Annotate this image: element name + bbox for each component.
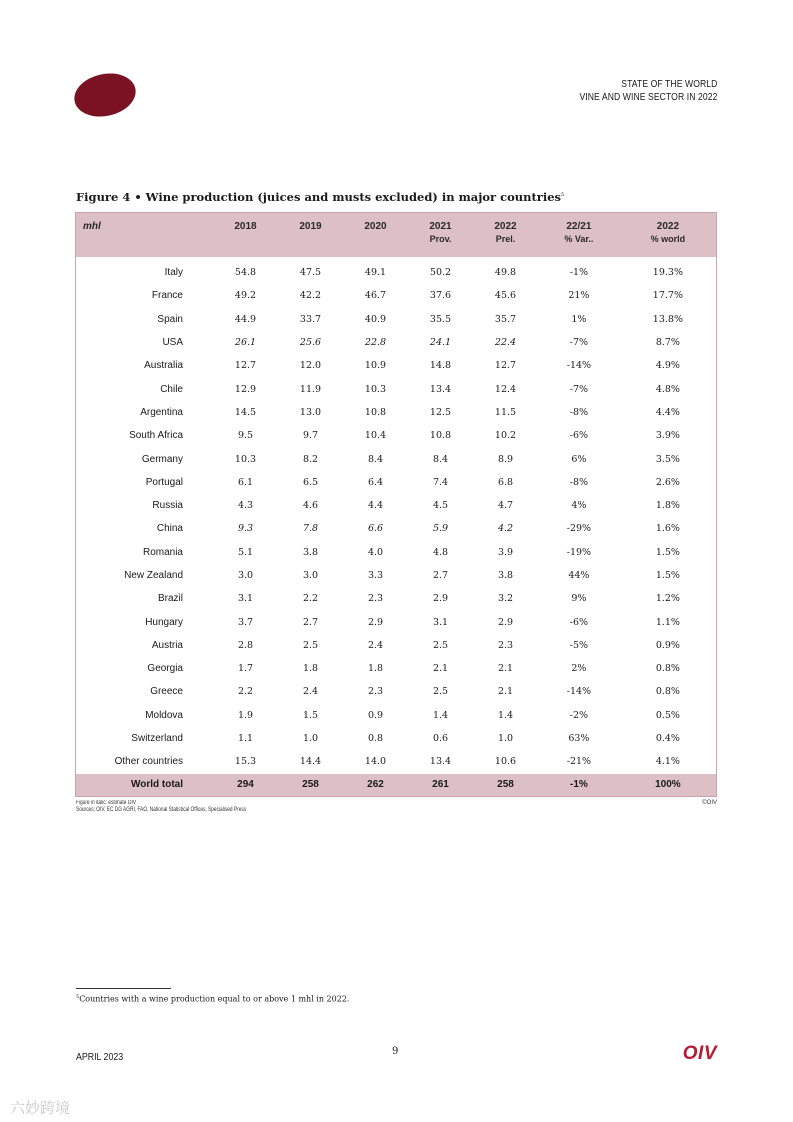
value-cell: 13.8%	[652, 313, 683, 325]
table-row	[76, 494, 717, 517]
value-cell: 8.4	[432, 453, 449, 465]
country-cell: Romania	[142, 546, 183, 558]
value-cell: 262	[343, 774, 408, 797]
value-cell: 6%	[571, 453, 587, 465]
value-cell: 13.0	[299, 406, 322, 418]
value-cell: 1.0	[497, 733, 514, 745]
column-header-sub: Prov.	[429, 234, 452, 244]
table-row	[76, 257, 717, 284]
value-cell: 0.8%	[655, 686, 680, 698]
value-cell: -21%	[566, 756, 592, 768]
value-cell: 3.7	[237, 616, 254, 628]
value-cell: -7%	[569, 337, 589, 349]
country-cell: Australia	[144, 360, 183, 372]
value-cell: 0.9%	[655, 639, 680, 651]
value-cell: 3.8	[497, 570, 514, 581]
value-cell: 1.4	[432, 709, 449, 721]
column-header	[343, 213, 408, 258]
value-cell: 2.9	[497, 616, 514, 628]
total-row	[76, 774, 717, 797]
value-cell: 1.4	[497, 709, 514, 721]
country-cell: Georgia	[147, 663, 183, 675]
value-cell: 44%	[568, 570, 590, 581]
value-cell: 42.2	[299, 290, 322, 302]
column-header-label: 22/21	[566, 221, 592, 232]
country-cell: China	[156, 523, 183, 535]
header-line-1: STATE OF THE WORLD	[620, 79, 717, 90]
table-row	[76, 447, 717, 470]
value-cell: 4.0	[367, 546, 384, 558]
value-cell: 2.9	[367, 616, 384, 628]
table-row	[76, 657, 717, 680]
column-header-label: 2018	[234, 221, 257, 232]
table-row	[76, 610, 717, 633]
value-cell: 294	[213, 774, 278, 797]
value-cell: 2.2	[302, 593, 319, 605]
value-cell: 3.3	[367, 570, 384, 581]
value-cell: 1.5%	[655, 546, 680, 558]
value-cell: -14%	[566, 360, 592, 372]
value-cell: 1.9	[237, 709, 254, 721]
country-cell: Spain	[157, 313, 183, 325]
value-cell: 2.5	[432, 686, 449, 698]
column-header-sub: % Var..	[564, 234, 594, 244]
value-cell: 4.3	[237, 500, 254, 512]
table-row	[76, 564, 717, 587]
copyright: ©OIV	[702, 800, 717, 806]
value-cell: 1.8	[302, 663, 319, 675]
value-cell: 12.4	[494, 383, 517, 395]
value-cell: 3.8	[302, 546, 319, 558]
column-header-label: 2022	[494, 221, 517, 232]
value-cell: 258	[473, 774, 538, 797]
value-cell: 22.8	[364, 337, 387, 349]
value-cell: 8.9	[497, 453, 514, 465]
column-header-label: 2019	[299, 221, 322, 232]
value-cell: 2.4	[367, 639, 384, 651]
value-cell: 3.9	[497, 546, 514, 558]
country-cell: France	[151, 290, 183, 302]
page-header	[579, 78, 717, 104]
value-cell: 1.1	[237, 733, 254, 745]
header-line-2: VINE AND WINE SECTOR IN 2022	[579, 92, 717, 103]
value-cell: 3.9%	[655, 430, 680, 442]
value-cell: 10.4	[364, 430, 387, 442]
value-cell: 6.5	[302, 476, 319, 488]
country-cell: Other countries	[114, 756, 183, 768]
sources-note: Sources: OIV, EC DG AGRI, FAO, National Statistical Offices, Specialised Press	[76, 807, 247, 813]
country-cell: USA	[162, 337, 183, 349]
figure-title	[76, 190, 564, 204]
value-cell: 44.9	[234, 313, 257, 325]
value-cell: 1.2%	[655, 593, 680, 605]
value-cell: 1.0	[302, 733, 319, 745]
value-cell: 10.8	[429, 430, 452, 442]
value-cell: 4.4%	[655, 406, 680, 418]
value-cell: 6.4	[367, 476, 384, 488]
value-cell: 10.3	[364, 383, 387, 395]
country-cell: South Africa	[129, 430, 183, 442]
table-row	[76, 541, 717, 564]
value-cell: 63%	[568, 733, 590, 745]
value-cell: 24.1	[429, 337, 452, 349]
footnote-text: Countries with a wine production equal to or above 1 mhl in 2022.	[79, 994, 350, 1004]
table-row	[76, 750, 717, 773]
column-header	[620, 213, 717, 258]
value-cell: 1.6%	[655, 523, 680, 535]
figure-title-text: Figure 4 • Wine production (juices and musts excluded) in major countries	[76, 190, 562, 204]
value-cell: 0.9	[367, 709, 384, 721]
table-row	[76, 727, 717, 750]
country-cell: Germany	[141, 453, 183, 465]
value-cell: 4.5	[432, 500, 449, 512]
value-cell: 14.8	[429, 360, 452, 372]
value-cell: 35.7	[494, 313, 517, 325]
value-cell: 33.7	[299, 313, 322, 325]
value-cell: 2.7	[302, 616, 319, 628]
table-body	[76, 257, 717, 796]
country-cell: Argentina	[140, 406, 183, 418]
value-cell: 22.4	[494, 337, 517, 349]
value-cell: 261	[408, 774, 473, 797]
value-cell: 1%	[571, 313, 587, 325]
italic-note: Figure in italic: estimate OIV	[76, 800, 137, 806]
country-cell: Russia	[152, 500, 183, 512]
value-cell: 10.6	[494, 756, 517, 768]
unit-header: mhl	[76, 213, 214, 258]
column-header-label: 2022	[656, 221, 680, 232]
value-cell: 12.9	[234, 383, 257, 395]
footnote-divider	[76, 988, 171, 989]
value-cell: 6.6	[367, 523, 384, 535]
value-cell: -8%	[569, 406, 589, 418]
value-cell: 17.7%	[652, 290, 683, 302]
value-cell: 9.7	[302, 430, 319, 442]
value-cell: 1.8	[367, 663, 384, 675]
value-cell: 1.5	[302, 709, 319, 721]
value-cell: 45.6	[494, 290, 517, 302]
value-cell: 3.0	[302, 570, 319, 581]
brand-logo-shape	[70, 68, 139, 122]
value-cell: -2%	[569, 709, 589, 721]
column-header	[213, 213, 278, 258]
value-cell: 7.4	[432, 476, 449, 488]
value-cell: 5.9	[432, 523, 449, 535]
column-header-label: 2020	[364, 221, 387, 232]
value-cell: 0.5%	[655, 709, 680, 721]
value-cell: 8.2	[302, 453, 319, 465]
table-row	[76, 680, 717, 703]
value-cell: 14.5	[234, 406, 257, 418]
value-cell: 2.9	[432, 593, 449, 605]
value-cell: 49.8	[494, 267, 517, 279]
table-row	[76, 354, 717, 377]
value-cell: 13.4	[429, 383, 452, 395]
value-cell: 9.5	[237, 430, 254, 442]
value-cell: 3.1	[237, 593, 254, 605]
value-cell: 0.4%	[655, 733, 680, 745]
value-cell: 4.9%	[655, 360, 680, 372]
value-cell: 10.3	[234, 453, 257, 465]
figure-footnote-ref: 5	[561, 192, 565, 199]
page-number: 9	[392, 1046, 399, 1057]
country-cell: Austria	[151, 639, 183, 651]
value-cell: 4.1%	[655, 756, 680, 768]
footnote-ref: 5	[76, 994, 80, 1000]
value-cell: 2.3	[367, 686, 384, 698]
value-cell: 6.1	[237, 476, 254, 488]
value-cell: 8.7%	[655, 337, 680, 349]
value-cell: 1.1%	[655, 616, 680, 628]
value-cell: 12.7	[234, 360, 257, 372]
value-cell: 258	[278, 774, 343, 797]
value-cell: 50.2	[429, 267, 452, 279]
value-cell: 100%	[620, 774, 717, 797]
value-cell: 10.8	[364, 406, 387, 418]
value-cell: -1%	[538, 774, 620, 797]
table-notes	[76, 800, 246, 814]
value-cell: -5%	[569, 639, 589, 651]
country-cell: Hungary	[145, 616, 183, 628]
table-row	[76, 284, 717, 307]
value-cell: 13.4	[429, 756, 452, 768]
country-cell: Brazil	[157, 593, 183, 605]
value-cell: 2.8	[237, 639, 254, 651]
value-cell: 47.5	[299, 267, 322, 279]
value-cell: -7%	[569, 383, 589, 395]
value-cell: 49.1	[364, 267, 387, 279]
value-cell: 2.3	[497, 639, 514, 651]
value-cell: 2.7	[432, 570, 449, 581]
value-cell: 40.9	[364, 313, 387, 325]
column-header	[473, 213, 538, 258]
country-cell: Greece	[150, 686, 183, 698]
table-row	[76, 471, 717, 494]
country-cell: Italy	[164, 267, 183, 279]
country-cell: Chile	[160, 383, 183, 395]
value-cell: 12.0	[299, 360, 322, 372]
table-row	[76, 377, 717, 400]
value-cell: 8.4	[367, 453, 384, 465]
value-cell: 2.1	[497, 686, 514, 698]
value-cell: 9%	[571, 593, 587, 605]
value-cell: 4.8	[432, 546, 449, 558]
value-cell: 4.4	[367, 500, 384, 512]
oiv-logo: OIV	[682, 1043, 717, 1064]
value-cell: 2.6%	[655, 476, 680, 488]
value-cell: 12.7	[494, 360, 517, 372]
value-cell: 26.1	[234, 337, 257, 349]
footnote	[76, 994, 349, 1004]
value-cell: 2.5	[302, 639, 319, 651]
value-cell: 0.8	[367, 733, 384, 745]
value-cell: 2.1	[432, 663, 449, 675]
column-header	[278, 213, 343, 258]
value-cell: 3.2	[497, 593, 514, 605]
value-cell: 14.0	[364, 756, 387, 768]
column-header-label: 2021	[429, 221, 452, 232]
value-cell: 2.1	[497, 663, 514, 675]
value-cell: 4.8%	[655, 383, 680, 395]
table-row	[76, 424, 717, 447]
table-row	[76, 587, 717, 610]
value-cell: 19.3%	[652, 267, 683, 279]
value-cell: -6%	[569, 616, 589, 628]
value-cell: 9.3	[237, 523, 254, 535]
column-header	[538, 213, 620, 258]
value-cell: -6%	[569, 430, 589, 442]
table-row	[76, 401, 717, 424]
value-cell: 37.6	[429, 290, 452, 302]
footer-date: APRIL 2023	[76, 1052, 124, 1063]
value-cell: 1.8%	[655, 500, 680, 512]
value-cell: 46.7	[364, 290, 387, 302]
value-cell: 35.5	[429, 313, 452, 325]
watermark: 六妙跨境	[10, 1100, 71, 1117]
value-cell: 7.8	[302, 523, 319, 535]
value-cell: -1%	[569, 267, 589, 279]
value-cell: 1.7	[237, 663, 254, 675]
value-cell: -8%	[569, 476, 589, 488]
value-cell: 1.5%	[655, 570, 680, 581]
value-cell: 2%	[571, 663, 587, 675]
value-cell: 2.5	[432, 639, 449, 651]
value-cell: 3.5%	[655, 453, 680, 465]
table-header-row	[76, 213, 717, 258]
country-cell: Portugal	[145, 476, 183, 488]
table-row	[76, 634, 717, 657]
table-row	[76, 517, 717, 540]
column-header	[408, 213, 473, 258]
value-cell: 2.2	[237, 686, 254, 698]
value-cell: -19%	[566, 546, 592, 558]
value-cell: 4.2	[497, 523, 514, 535]
value-cell: 0.6	[432, 733, 449, 745]
value-cell: 15.3	[234, 756, 257, 768]
value-cell: -29%	[566, 523, 592, 535]
value-cell: 11.9	[299, 383, 322, 395]
wine-production-table	[75, 212, 717, 797]
value-cell: 3.0	[237, 570, 254, 581]
value-cell: 0.8%	[655, 663, 680, 675]
value-cell: 49.2	[234, 290, 257, 302]
table-row	[76, 704, 717, 727]
country-cell: World total	[76, 774, 214, 797]
value-cell: 10.9	[364, 360, 387, 372]
table-row	[76, 331, 717, 354]
value-cell: 2.4	[302, 686, 319, 698]
value-cell: 4%	[571, 500, 587, 512]
value-cell: 21%	[568, 290, 590, 302]
column-header-sub: Prel.	[495, 234, 516, 244]
value-cell: 3.1	[432, 616, 449, 628]
value-cell: -14%	[566, 686, 592, 698]
country-cell: New Zealand	[124, 570, 183, 581]
value-cell: 2.3	[367, 593, 384, 605]
table-row	[76, 308, 717, 331]
value-cell: 4.6	[302, 500, 319, 512]
column-header-sub: % world	[650, 234, 686, 244]
value-cell: 6.8	[497, 476, 514, 488]
value-cell: 4.7	[497, 500, 514, 512]
value-cell: 14.4	[299, 756, 322, 768]
value-cell: 5.1	[237, 546, 254, 558]
value-cell: 12.5	[429, 406, 452, 418]
country-cell: Switzerland	[131, 733, 183, 745]
value-cell: 25.6	[299, 337, 322, 349]
value-cell: 54.8	[234, 267, 257, 279]
value-cell: 10.2	[494, 430, 517, 442]
country-cell: Moldova	[145, 709, 183, 721]
value-cell: 11.5	[494, 406, 517, 418]
